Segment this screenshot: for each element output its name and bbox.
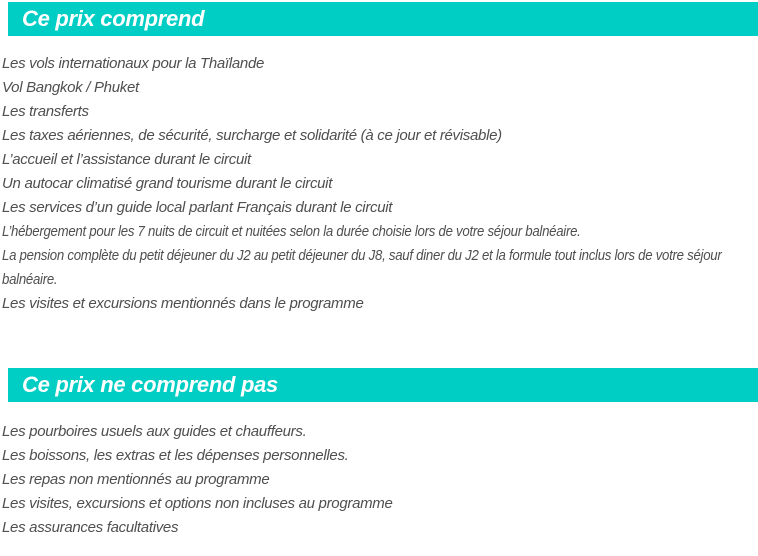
price-excludes-header-bar bbox=[8, 368, 758, 402]
price-list-item: L’hébergement pour les 7 nuits de circuit et nuitées selon la durée choisie lors de votre séjour balnéaire. bbox=[2, 223, 581, 240]
price-list-item: Vol Bangkok / Phuket bbox=[2, 79, 139, 96]
price-list-item: Les taxes aériennes, de sécurité, surcharge et solidarité (à ce jour et révisable) bbox=[2, 127, 502, 144]
price-list-item: Les repas non mentionnés au programme bbox=[2, 471, 270, 488]
price-list-item: Les pourboires usuels aux guides et chauffeurs. bbox=[2, 423, 307, 440]
price-list-item: Les visites et excursions mentionnés dans le programme bbox=[2, 295, 364, 312]
price-includes-header-bar bbox=[8, 2, 758, 36]
price-includes-title: Ce prix comprend bbox=[22, 6, 205, 31]
price-list-item: Les assurances facultatives bbox=[2, 519, 179, 536]
price-list-item: La pension complète du petit déjeuner du J2 au petit déjeuner du J8, sauf diner du J2 et la formule tout inclus lors de votre séjour balnéaire. bbox=[2, 247, 722, 288]
price-list-item: Les boissons, les extras et les dépenses personnelles. bbox=[2, 447, 349, 464]
price-details-page bbox=[0, 2, 758, 556]
price-list-item: Un autocar climatisé grand tourisme durant le circuit bbox=[2, 175, 333, 192]
price-list-item: Les vols internationaux pour la Thaïlande bbox=[2, 55, 265, 72]
price-includes-list bbox=[2, 52, 758, 316]
price-list-item: Les services d’un guide local parlant Français durant le circuit bbox=[2, 199, 393, 216]
price-list-item: L’accueil et l’assistance durant le circuit bbox=[2, 151, 251, 168]
price-list-item: Les visites, excursions et options non incluses au programme bbox=[2, 495, 393, 512]
price-excludes-list bbox=[2, 420, 758, 540]
price-includes-section bbox=[0, 2, 758, 316]
price-excludes-section bbox=[0, 368, 758, 540]
price-excludes-title: Ce prix ne comprend pas bbox=[22, 372, 278, 397]
price-list-item: Les transferts bbox=[2, 103, 89, 120]
